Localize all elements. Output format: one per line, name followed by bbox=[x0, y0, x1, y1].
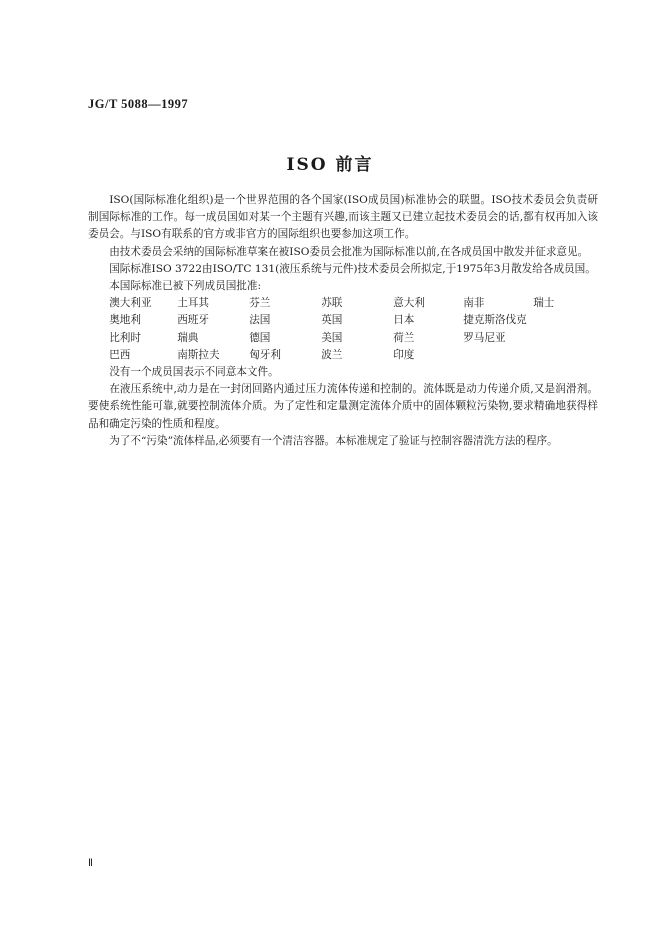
country-name: 印度 bbox=[393, 348, 415, 361]
country-name bbox=[533, 330, 619, 347]
country-name: 意大利 bbox=[393, 297, 425, 310]
country-name bbox=[533, 312, 619, 329]
standard-number: JG/T 5088—1997 bbox=[88, 97, 189, 111]
member-countries-list bbox=[109, 295, 598, 364]
country-name: 奥地利 bbox=[109, 314, 141, 327]
paragraph: 由技术委员会采纳的国际标准草案在被ISO委员会批准为国际标准以前,在各成员国中散发并征求意见。 bbox=[109, 245, 589, 258]
foreword-body bbox=[88, 192, 598, 450]
country-name: 美国 bbox=[321, 331, 343, 344]
country-name: 苏联 bbox=[321, 297, 343, 310]
country-name: 南斯拉夫 bbox=[177, 348, 220, 361]
country-name: 南非 bbox=[463, 297, 485, 310]
page-number: Ⅱ bbox=[88, 858, 93, 869]
paragraph: ISO(国际标准化组织)是一个世界范围的各个国家(ISO成员国)标准协会的联盟。ISO技术委员会负责研制国际标准的工作。每一成员国如对某一个主题有兴趣,而该主题又已建立起技术委员会的话,都有权再加入该委员会。与ISO有联系的官方或非官方的国际组织也要参加这项工作。 bbox=[88, 194, 598, 241]
country-name: 波兰 bbox=[321, 348, 343, 361]
page-title: ISO 前言 bbox=[286, 155, 374, 175]
country-name: 瑞典 bbox=[177, 331, 199, 344]
country-name: 法国 bbox=[249, 314, 271, 327]
country-name: 日本 bbox=[393, 314, 415, 327]
country-name bbox=[533, 347, 619, 364]
country-name: 芬兰 bbox=[249, 297, 271, 310]
country-name: 土耳其 bbox=[177, 297, 209, 310]
country-name: 荷兰 bbox=[393, 331, 415, 344]
country-name: 捷克斯洛伐克 bbox=[463, 314, 527, 327]
paragraph: 为了不“污染”流体样品,必须要有一个清洁容器。本标准规定了验证与控制容器清洗方法的程序。 bbox=[109, 434, 558, 447]
paragraph: 国际标准ISO 3722由ISO/TC 131(液压系统与元件)技术委员会所拟定,于1975年3月散发给各成员国。 bbox=[109, 262, 596, 275]
country-name: 英国 bbox=[321, 314, 343, 327]
country-name: 德国 bbox=[249, 331, 271, 344]
paragraph: 没有一个成员国表示不同意本文件。 bbox=[109, 366, 279, 379]
paragraph: 本国际标准已被下列成员国批准: bbox=[109, 280, 262, 293]
paragraph: 在液压系统中,动力是在一封闭回路内通过压力流体传递和控制的。流体既是动力传递介质,又是润滑剂。要使系统性能可靠,就要控制流体介质。为了定性和定量测定流体介质中的固体颗粒污染物,要求精确地获得样品和确定污染的性质和程度。 bbox=[88, 383, 598, 430]
country-name: 巴西 bbox=[109, 348, 131, 361]
country-name bbox=[463, 347, 533, 364]
country-name: 西班牙 bbox=[177, 314, 209, 327]
country-name: 匈牙利 bbox=[249, 348, 281, 361]
country-name: 罗马尼亚 bbox=[463, 331, 506, 344]
country-name: 瑞士 bbox=[533, 297, 555, 310]
country-name: 澳大利亚 bbox=[109, 297, 152, 310]
country-name: 比利时 bbox=[109, 331, 141, 344]
